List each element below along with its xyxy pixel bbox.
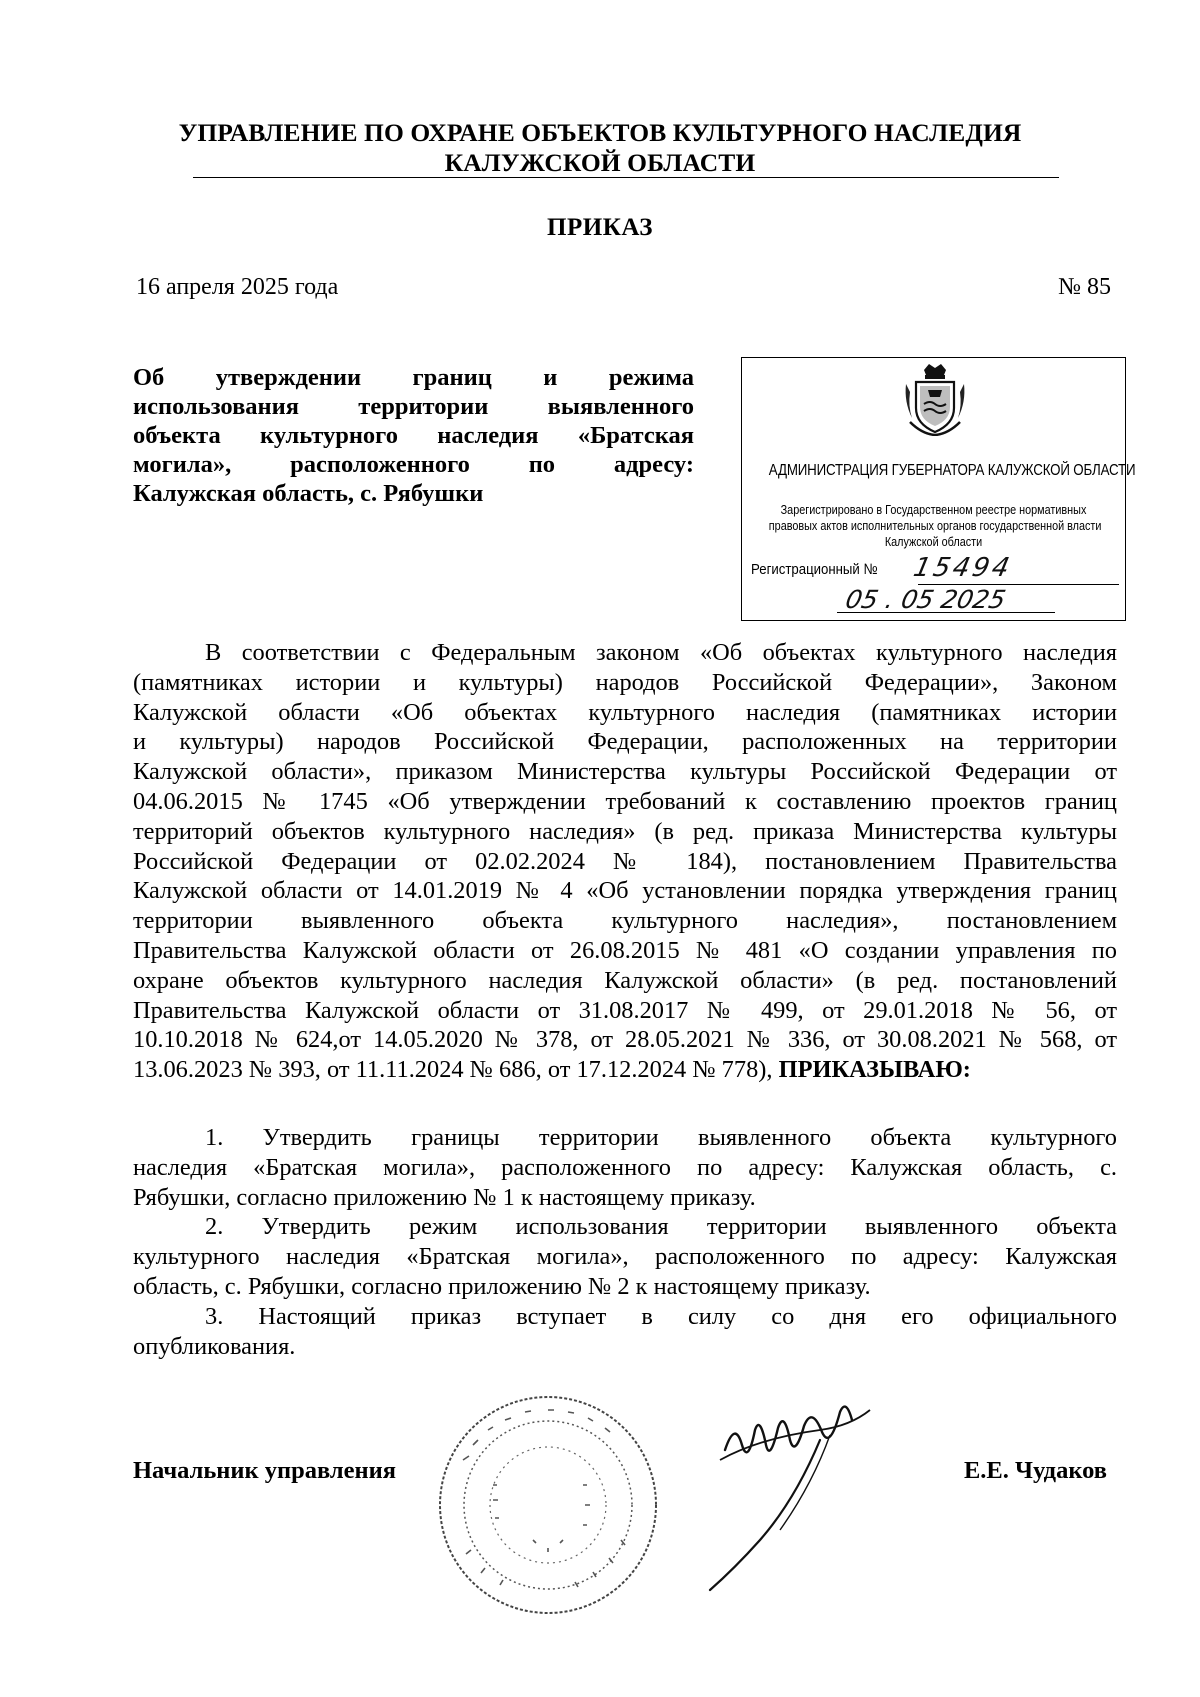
subject-line: использования территории выявленного — [133, 393, 694, 420]
item-2-line: культурного наследия «Братская могила», расположенного по адресу: Калужская — [133, 1243, 1117, 1271]
order-items — [133, 1123, 1117, 1361]
preamble-line-final — [133, 1055, 1117, 1085]
preamble-line: Калужской области от 14.01.2019 № 4 «Об установлении порядка утверждения границ — [133, 877, 1117, 905]
preamble-line: (памятниках истории и культуры) народов Российской Федерации», Законом — [133, 668, 1117, 696]
preamble-line: Правительства Калужской области от 31.08.2017 № 499, от 29.01.2018 № 56, от — [133, 996, 1117, 1024]
stamp-authority: АДМИНИСТРАЦИЯ ГУБЕРНАТОРА КАЛУЖСКОЙ ОБЛАСТИ — [768, 462, 1136, 479]
subject-line: могила», расположенного по адресу: — [133, 451, 694, 478]
header-underline — [193, 177, 1059, 178]
item-3-line: опубликования. — [133, 1332, 296, 1360]
org-name-line1: УПРАВЛЕНИЕ ПО ОХРАНЕ ОБЪЕКТОВ КУЛЬТУРНОГО НАСЛЕДИЯ — [178, 118, 1022, 147]
preamble-line: охране объектов культурного наследия Калужской области» (в ред. постановлений — [133, 966, 1117, 994]
kaluga-coat-of-arms-icon — [902, 362, 968, 436]
stamp-registered-text: Калужской области — [884, 535, 983, 549]
document-title: ПРИКАЗ — [547, 214, 653, 241]
stamp-registered-text: Зарегистрировано в Государственном реестре нормативных — [780, 503, 1087, 517]
stamp-reg-label: Регистрационный № — [751, 561, 878, 578]
registration-stamp — [741, 357, 1136, 621]
order-word: ПРИКАЗЫВАЮ: — [778, 1056, 971, 1084]
preamble-line: 13.06.2023 № 393, от 11.11.2024 № 686, от 17.12.2024 № 778), — [133, 1056, 773, 1084]
preamble-line: 10.10.2018 № 624,от 14.05.2020 № 378, от 28.05.2021 № 336, от 30.08.2021 № 568, от — [133, 1026, 1117, 1054]
preamble-line: Калужской области «Об объектах культурного наследия (памятниках истории — [133, 698, 1117, 726]
subject-line: объекта культурного наследия «Братская — [133, 422, 694, 449]
preamble-line: территорий объектов культурного наследия» (в ред. приказа Министерства культуры — [133, 817, 1117, 845]
handwritten-signature-icon — [700, 1390, 880, 1600]
order-date: 16 апреля 2025 года — [136, 274, 339, 300]
signatory-name: Е.Е. Чудаков — [963, 1457, 1107, 1484]
preamble-paragraph — [133, 638, 1117, 1085]
item-1-line: 1. Утвердить границы территории выявленного объекта культурного — [205, 1124, 1117, 1151]
item-2-line: область, с. Рябушки, согласно приложению № 2 к настоящему приказу. — [133, 1272, 871, 1300]
stamp-reg-date: 05 . 05 2025 — [842, 585, 1009, 614]
stamp-registered-text: правовых актов исполнительных органов государственной власти — [768, 519, 1102, 533]
item-1-line: наследия «Братская могила», расположенного по адресу: Калужская область, с. — [133, 1153, 1117, 1181]
subject-line: Об утверждении границ и режима — [133, 364, 694, 391]
item-2-line: 2. Утвердить режим использования территории выявленного объекта — [205, 1213, 1117, 1241]
stamp-date-line — [837, 612, 1055, 613]
item-3-line: 3. Настоящий приказ вступает в силу со дня его официального — [205, 1302, 1117, 1330]
order-subject — [133, 363, 694, 508]
preamble-line: территории выявленного объекта культурного наследия», постановлением — [133, 907, 1117, 935]
signatory-position: Начальник управления — [133, 1457, 397, 1484]
preamble-line: и культуры) народов Российской Федерации, расположенных на территории — [133, 728, 1117, 756]
official-seal-icon — [433, 1390, 663, 1620]
preamble-line: Правительства Калужской области от 26.08.2015 № 481 «О создании управления по — [133, 936, 1117, 964]
stamp-reg-number: 15494 — [910, 553, 1015, 583]
preamble-line: Калужской области», приказом Министерства культуры Российской Федерации от — [133, 758, 1117, 786]
preamble-line: Российской Федерации от 02.02.2024 № 184), постановлением Правительства — [133, 847, 1117, 875]
preamble-line: 04.06.2015 № 1745 «Об утверждении требований к составлению проектов границ — [133, 787, 1117, 815]
order-number: № 85 — [1058, 274, 1111, 300]
org-name-line2: КАЛУЖСКОЙ ОБЛАСТИ — [444, 148, 756, 177]
item-1-line: Рябушки, согласно приложению № 1 к настоящему приказу. — [133, 1183, 756, 1211]
subject-line: Калужская область, с. Рябушки — [133, 480, 484, 507]
preamble-line: В соответствии с Федеральным законом «Об объектах культурного наследия — [205, 639, 1117, 666]
